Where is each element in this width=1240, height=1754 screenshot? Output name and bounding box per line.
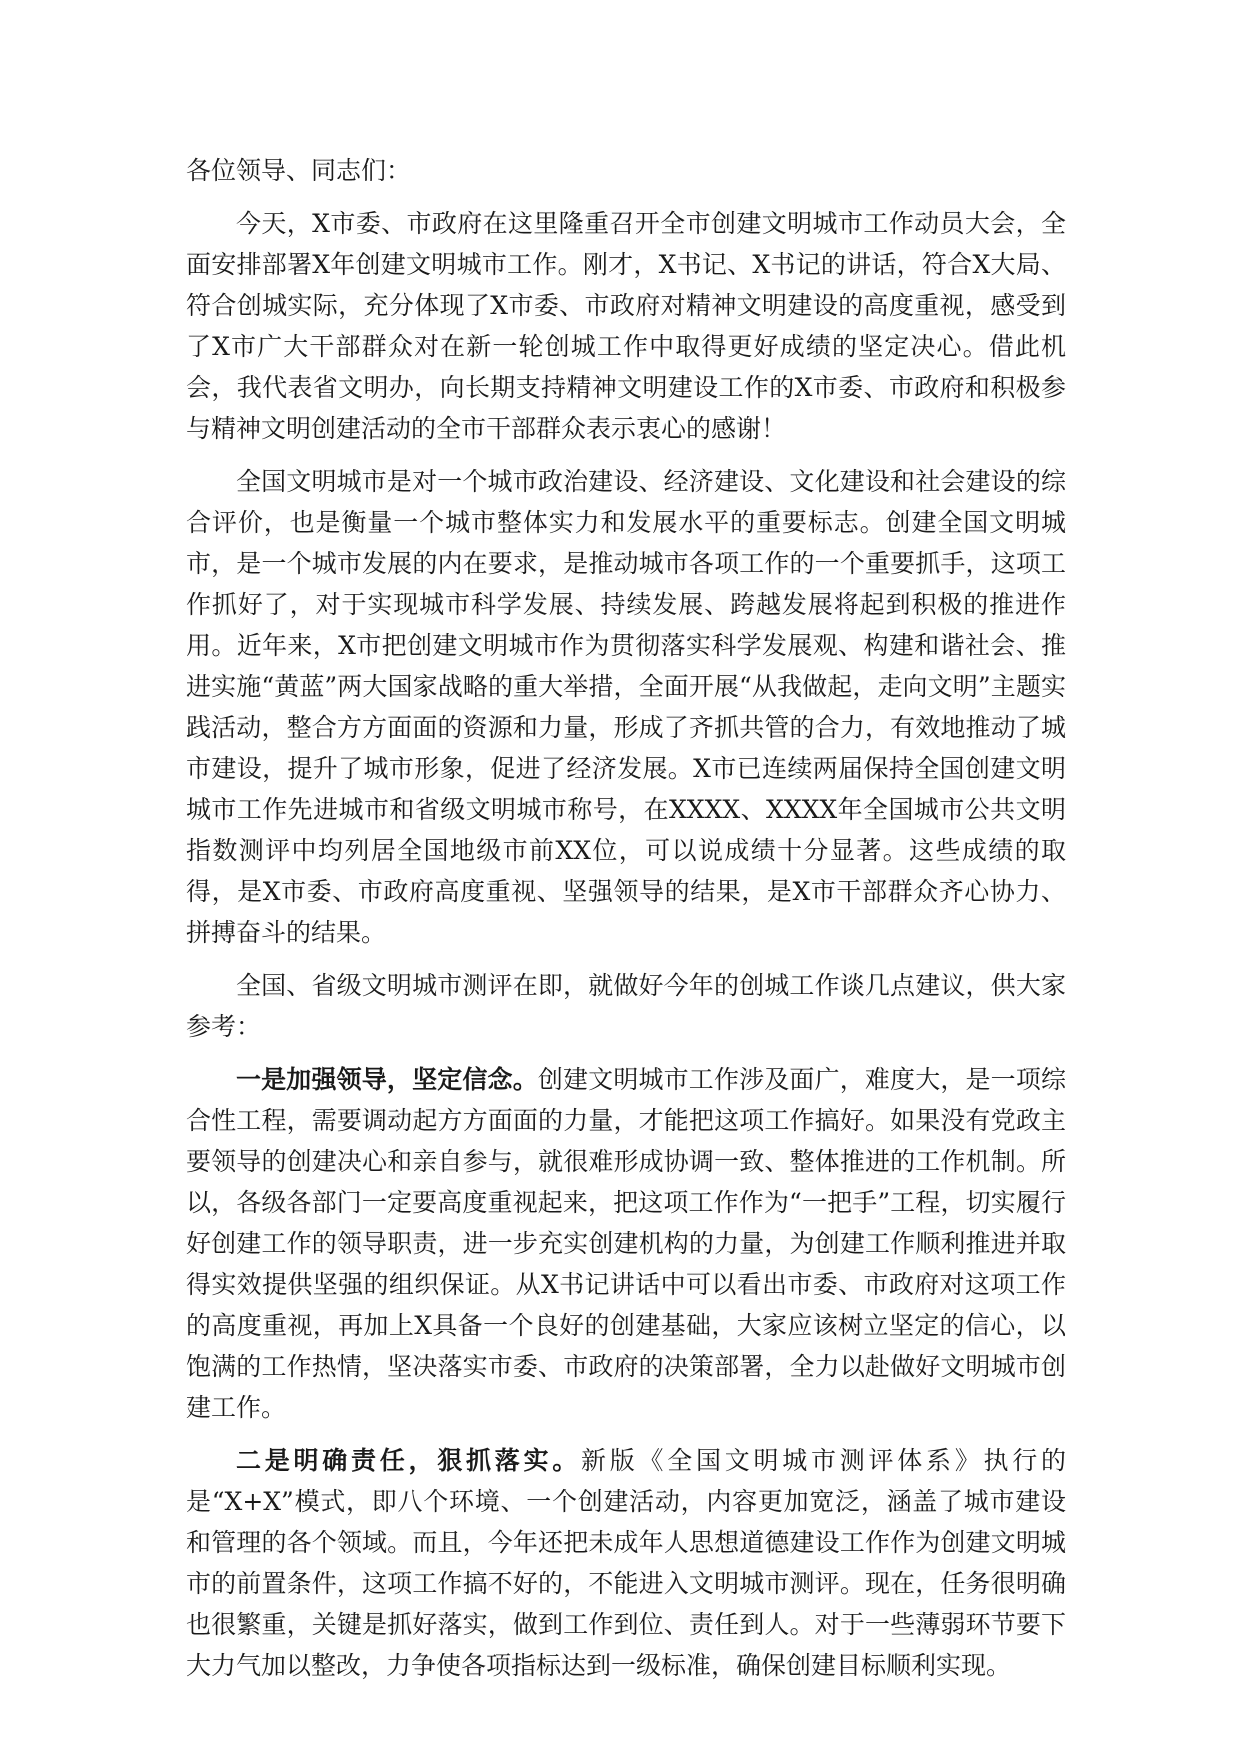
paragraph-lead-heading: 一是加强领导，坚定信念。 — [236, 1065, 538, 1094]
paragraph-text: 全国、省级文明城市测评在即，就做好今年的创城工作谈几点建议，供大家参考： — [186, 971, 1066, 1041]
paragraph-text: 全国文明城市是对一个城市政治建设、经济建设、文化建设和社会建设的综合评价，也是衡量一个城市整体实力和发展水平的重要标志。创建全国文明城市，是一个城市发展的内在要求，是推动城市各项工作的一个重要抓手，这项工作抓好了，对于实现城市科学发展、持续发展、跨越发展将起到积极的推进作用。近年来，X市把创建文明城市作为贯彻落实科学发展观、构建和谐社会、推进实施“黄蓝”两大国家战略的重大举措，全面开展“从我做起，走向文明”主题实践活动，整合方方面面的资源和力量，形成了齐抓共管的合力，有效地推动了城市建设，提升了城市形象，促进了经济发展。X市已连续两届保持全国创建文明城市工作先进城市和省级文明城市称号，在XXXX、XXXX年全国城市公共文明指数测评中均列居全国地级市前XX位，可以说成绩十分显著。这些成绩的取得，是X市委、市政府高度重视、坚强领导的结果，是X市干部群众齐心协力、拼搏奋斗的结果。 — [186, 467, 1066, 947]
paragraph-point-one — [186, 1059, 1066, 1428]
paragraph-text: 今天，X市委、市政府在这里隆重召开全市创建文明城市工作动员大会，全面安排部署X年创建文明城市工作。刚才，X书记、X书记的讲话，符合X大局、符合创城实际，充分体现了X市委、市政府对精神文明建设的高度重视，感受到了X市广大干部群众对在新一轮创城工作中取得更好成绩的坚定决心。借此机会，我代表省文明办，向长期支持精神文明建设工作的X市委、市政府和积极参与精神文明创建活动的全市干部群众表示衷心的感谢！ — [186, 209, 1066, 443]
paragraph-text: 新版《全国文明城市测评体系》执行的是“X+X”模式，即八个环境、一个创建活动，内容更加宽泛，涵盖了城市建设和管理的各个领域。而且，今年还把未成年人思想道德建设工作作为创建文明城市的前置条件，这项工作搞不好的，不能进入文明城市测评。现在，任务很明确也很繁重，关键是抓好落实，做到工作到位、责任到人。对于一些薄弱环节要下大力气加以整改，力争使各项指标达到一级标准，确保创建目标顺利实现。 — [186, 1446, 1066, 1680]
paragraph-city-evaluation — [186, 461, 1066, 953]
salutation: 各位领导、同志们： — [186, 156, 412, 185]
paragraph-lead-heading: 二是明确责任，狠抓落实。 — [236, 1446, 581, 1475]
document-page — [186, 150, 1066, 1698]
paragraph-point-two — [186, 1440, 1066, 1686]
paragraph-opening — [186, 203, 1066, 449]
paragraph-text: 创建文明城市工作涉及面广，难度大，是一项综合性工程，需要调动起方方面面的力量，才能把这项工作搞好。如果没有党政主要领导的创建决心和亲自参与，就很难形成协调一致、整体推进的工作机制。所以，各级各部门一定要高度重视起来，把这项工作作为“一把手”工程，切实履行好创建工作的领导职责，进一步充实创建机构的力量，为创建工作顺利推进并取得实效提供坚强的组织保证。从X书记讲话中可以看出市委、市政府对这项工作的高度重视，再加上X具备一个良好的创建基础，大家应该树立坚定的信心，以饱满的工作热情，坚决落实市委、市政府的决策部署，全力以赴做好文明城市创建工作。 — [186, 1065, 1066, 1422]
paragraph-suggestions-intro — [186, 965, 1066, 1047]
